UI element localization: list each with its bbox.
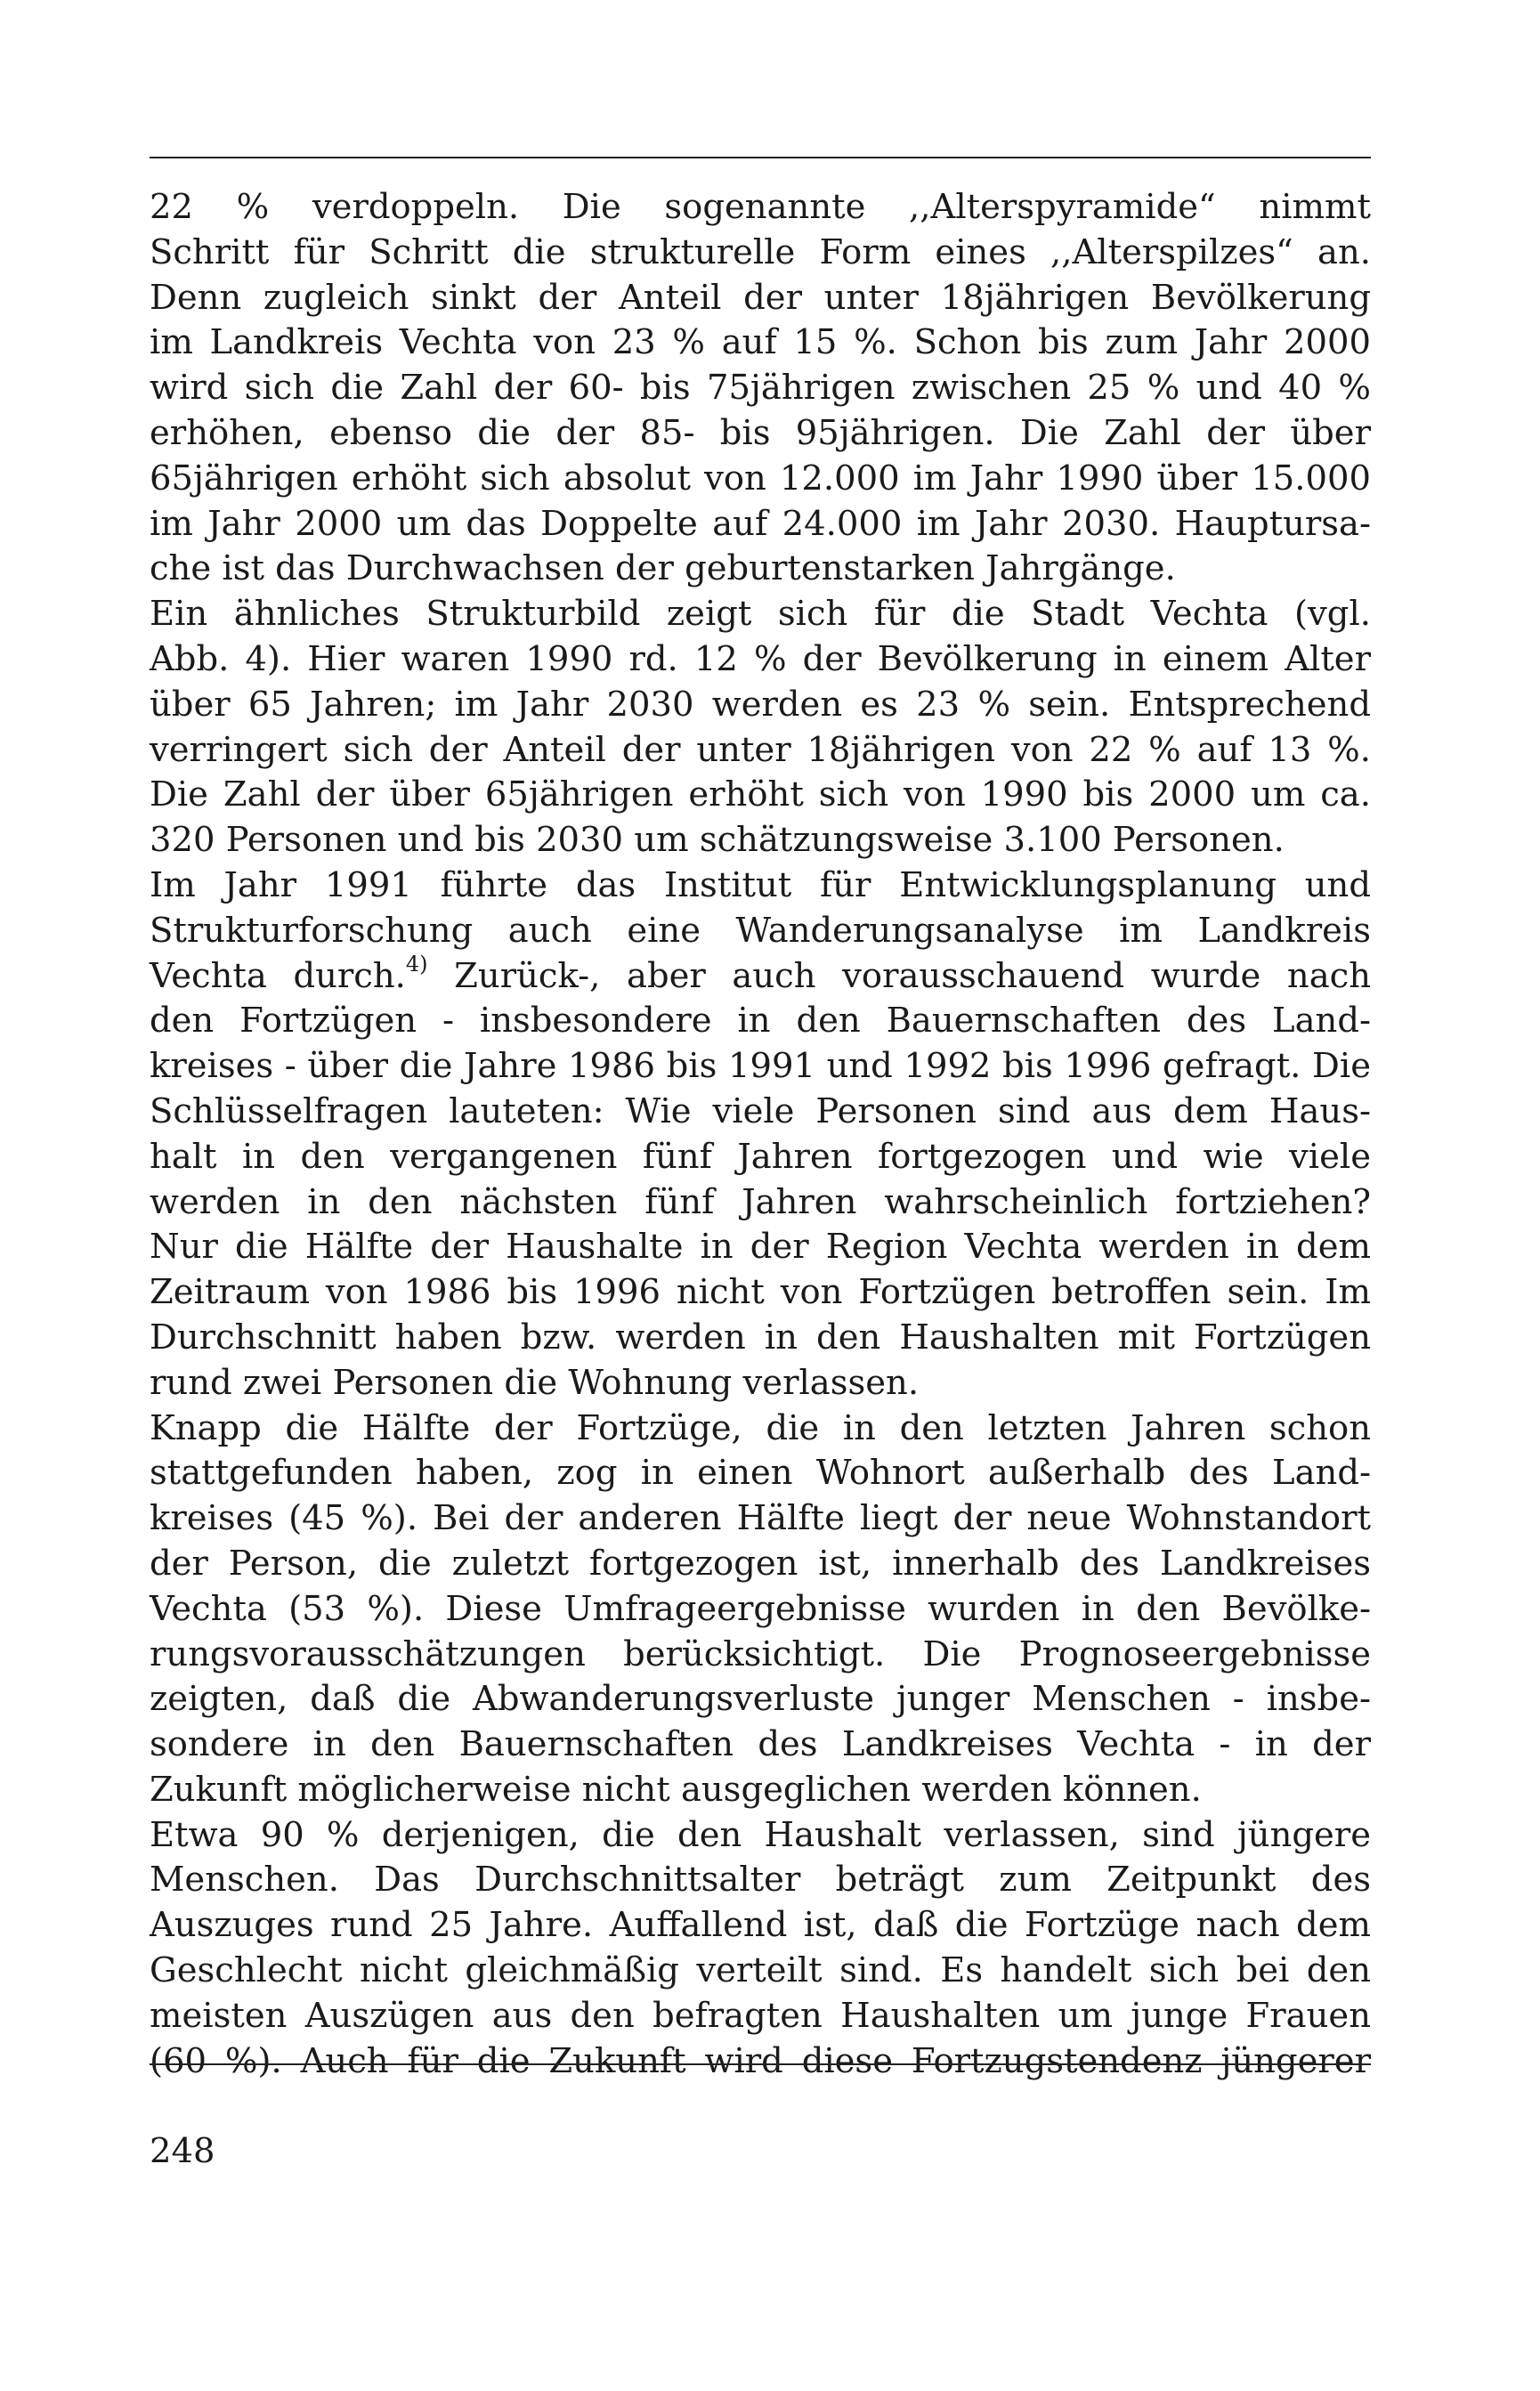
page-number: 248 bbox=[150, 2131, 215, 2171]
text-line: zeigten, daß die Abwanderungsverluste junger Menschen - insbe- bbox=[150, 1679, 1371, 1720]
text-line: wird sich die Zahl der 60- bis 75jährigen zwischen 25 % und 40 % bbox=[150, 368, 1371, 409]
text-line: Knapp die Hälfte der Fortzüge, die in den letzten Jahren schon bbox=[150, 1407, 1371, 1448]
text-line: Im Jahr 1991 führte das Institut für Entwicklungsplanung und bbox=[150, 864, 1371, 905]
text-line: halt in den vergangenen fünf Jahren fortgezogen und wie viele bbox=[150, 1136, 1371, 1177]
text-line: Menschen. Das Durchschnittsalter beträgt zum Zeitpunkt des bbox=[150, 1860, 1371, 1901]
top-rule bbox=[150, 157, 1371, 158]
text-line: (60 %). Auch für die Zukunft wird diese Fortzugstendenz jüngerer bbox=[150, 2040, 1371, 2081]
text-line: Nur die Hälfte der Haushalte in der Region Vechta werden in dem bbox=[150, 1227, 1371, 1268]
text-line: Auszuges rund 25 Jahre. Auffallend ist, daß die Fortzüge nach dem bbox=[150, 1905, 1371, 1946]
text-line: Zeitraum von 1986 bis 1996 nicht von Fortzügen betroffen sein. Im bbox=[150, 1272, 1371, 1313]
text-line: che ist das Durchwachsen der geburtenstarken Jahrgänge. bbox=[150, 548, 1176, 589]
text-line: Die Zahl der über 65jährigen erhöht sich von 1990 bis 2000 um ca. bbox=[150, 774, 1371, 815]
text-line: der Person, die zuletzt fortgezogen ist, innerhalb des Landkreises bbox=[150, 1543, 1371, 1584]
text-line: Schritt für Schritt die strukturelle Form eines ,,Alterspilzes“ an. bbox=[150, 231, 1371, 272]
bottom-rule bbox=[150, 2063, 1371, 2065]
text-line: im Jahr 2000 um das Doppelte auf 24.000 im Jahr 2030. Hauptursa- bbox=[150, 503, 1371, 544]
text-line: verringert sich der Anteil der unter 18jährigen von 22 % auf 13 %. bbox=[150, 729, 1371, 770]
text-line-with-footnote bbox=[150, 951, 1372, 1000]
text-line: 22 % verdoppeln. Die sogenannte ,,Alterspyramide“ nimmt bbox=[150, 187, 1371, 227]
text-line: stattgefunden haben, zog in einen Wohnort außerhalb des Land- bbox=[150, 1453, 1371, 1494]
text-line: erhöhen, ebenso die der 85- bis 95jährigen. Die Zahl der über bbox=[150, 412, 1371, 453]
text-line: kreises - über die Jahre 1986 bis 1991 und 1992 bis 1996 gefragt. Die bbox=[150, 1046, 1371, 1087]
text-line: Zukunft möglicherweise nicht ausgeglichen werden können. bbox=[150, 1769, 1202, 1810]
text-line: sondere in den Bauernschaften des Landkreises Vechta - in der bbox=[150, 1724, 1371, 1765]
text-line: im Landkreis Vechta von 23 % auf 15 %. Schon bis zum Jahr 2000 bbox=[150, 322, 1371, 363]
text-line: 65jährigen erhöht sich absolut von 12.000 im Jahr 1990 über 15.000 bbox=[150, 458, 1371, 498]
text-line: Ein ähnliches Strukturbild zeigt sich für die Stadt Vechta (vgl. bbox=[150, 594, 1371, 635]
text-line: rungsvorausschätzungen berücksichtigt. Die Prognoseergebnisse bbox=[150, 1633, 1371, 1674]
text-line: Etwa 90 % derjenigen, die den Haushalt verlassen, sind jüngere bbox=[150, 1814, 1371, 1855]
text-line: Durchschnitt haben bzw. werden in den Haushalten mit Fortzügen bbox=[150, 1317, 1371, 1358]
text-line: Schlüsselfragen lauteten: Wie viele Personen sind aus dem Haus- bbox=[150, 1090, 1371, 1131]
text-line: Vechta (53 %). Diese Umfrageergebnisse wurden in den Bevölke- bbox=[150, 1588, 1371, 1629]
text-line: werden in den nächsten fünf Jahren wahrscheinlich fortziehen? bbox=[150, 1181, 1371, 1222]
text-segment: Vechta durch. bbox=[150, 955, 406, 996]
text-line: Geschlecht nicht gleichmäßig verteilt sind. Es handelt sich bei den bbox=[150, 1950, 1371, 1991]
body-text bbox=[150, 185, 1371, 2084]
text-line: Strukturforschung auch eine Wanderungsanalyse im Landkreis bbox=[150, 910, 1371, 951]
text-line: 320 Personen und bis 2030 um schätzungsweise 3.100 Personen. bbox=[150, 820, 1285, 861]
text-line: Abb. 4). Hier waren 1990 rd. 12 % der Bevölkerung in einem Alter bbox=[150, 638, 1371, 679]
text-line: den Fortzügen - insbesondere in den Bauernschaften des Land- bbox=[150, 1001, 1371, 1042]
text-line: meisten Auszügen aus den befragten Haushalten um junge Frauen bbox=[150, 1995, 1371, 2036]
text-line: rund zwei Personen die Wohnung verlassen. bbox=[150, 1362, 920, 1403]
text-line: über 65 Jahren; im Jahr 2030 werden es 23 % sein. Entsprechend bbox=[150, 684, 1371, 725]
footnote-reference[interactable]: 4) bbox=[405, 951, 428, 977]
text-line: Denn zugleich sinkt der Anteil der unter 18jährigen Bevölkerung bbox=[150, 277, 1371, 318]
text-segment: Zurück-, aber auch vorausschauend wurde nach bbox=[427, 955, 1372, 996]
text-line: kreises (45 %). Bei der anderen Hälfte liegt der neue Wohnstandort bbox=[150, 1498, 1371, 1539]
